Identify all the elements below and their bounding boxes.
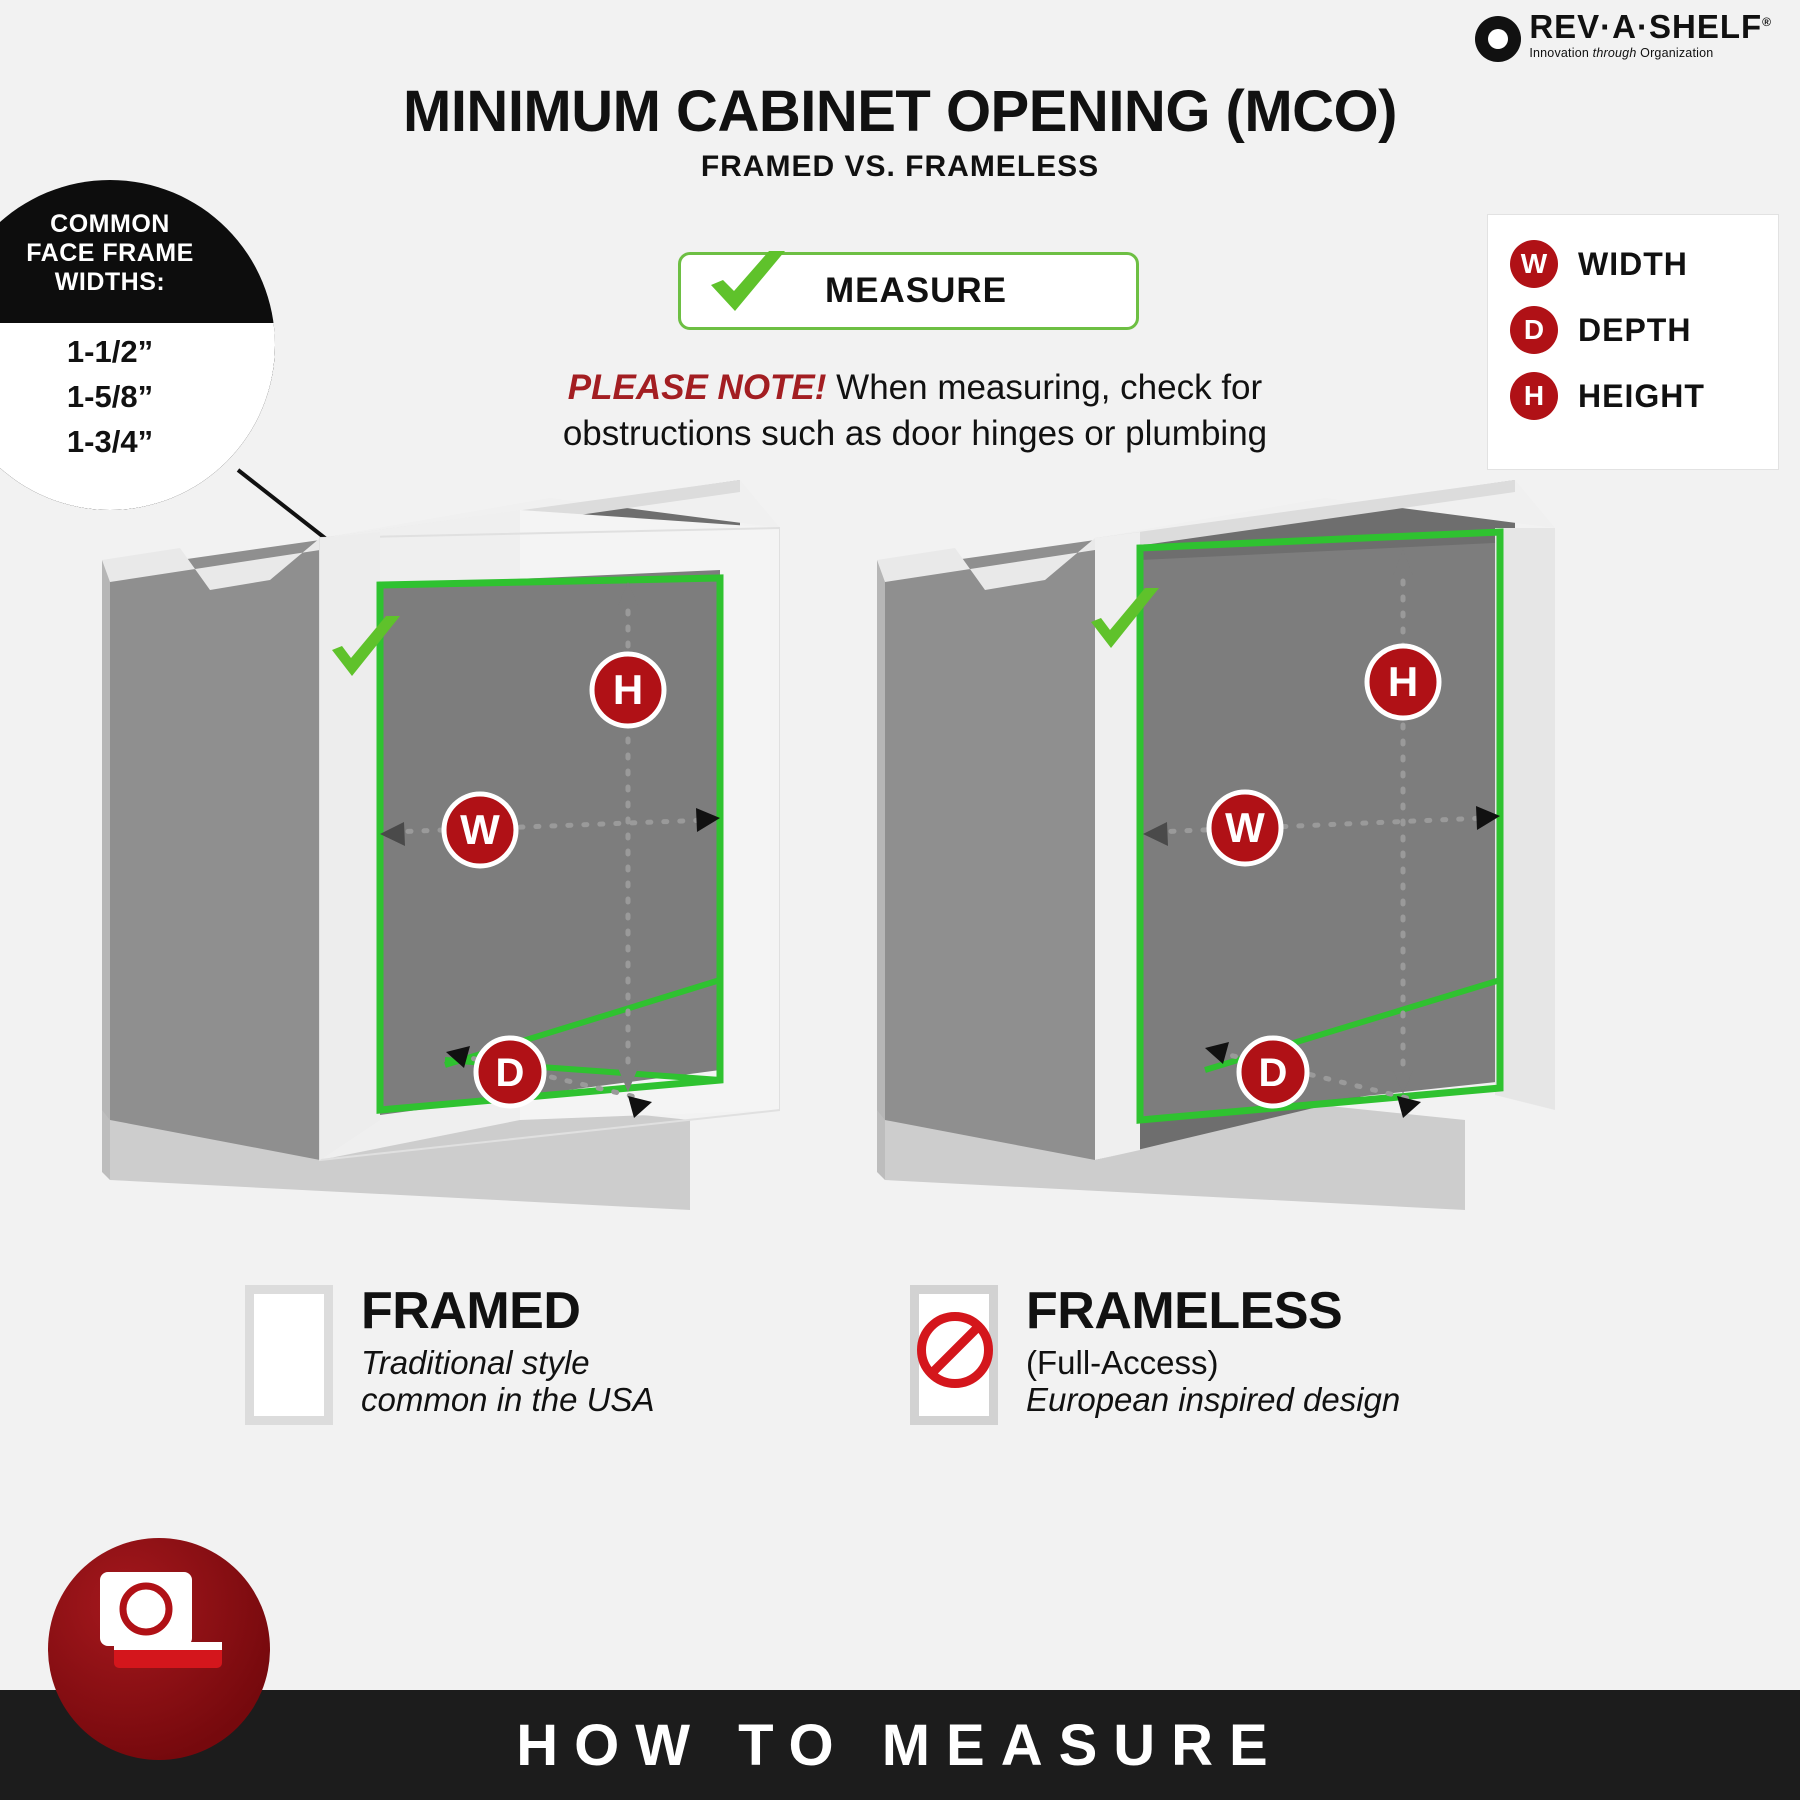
badge-depth-right: D: [1258, 1051, 1288, 1095]
legend-label-height: HEIGHT: [1578, 377, 1705, 414]
badge-width-left: W: [460, 806, 500, 853]
callout-heading-line2: FACE FRAME: [26, 238, 194, 267]
footer-bar: [0, 1690, 1800, 1800]
frameless-paren: (Full-Access): [1026, 1344, 1219, 1381]
registered-mark: ®: [1762, 15, 1772, 29]
framed-opening-swatch: [245, 1285, 333, 1425]
frameless-opening-swatch: [910, 1285, 998, 1425]
badge-w-icon: W: [1510, 240, 1558, 288]
width-value-1: 1-1/2”: [66, 334, 154, 369]
frameless-description-line1: European inspired design: [1026, 1380, 1401, 1418]
frameless-text-block: [1026, 1282, 1401, 1419]
legend-label-depth: DEPTH: [1578, 311, 1692, 348]
badge-height-left: H: [612, 666, 644, 713]
framed-description-line1: Traditional style: [361, 1344, 590, 1381]
page-title: MINIMUM CABINET OPENING (MCO): [403, 79, 1397, 144]
legend-item-width: [1488, 231, 1778, 297]
frameless-title: FRAMELESS: [1026, 1282, 1343, 1340]
framed-title: FRAMED: [361, 1282, 581, 1340]
brand-tagline: Innovation through Organization: [1529, 46, 1714, 60]
footer-title: HOW TO MEASURE: [516, 1712, 1284, 1778]
badge-width-right: W: [1225, 804, 1265, 851]
measure-label: MEASURE: [825, 271, 1008, 310]
badge-height-right: H: [1387, 658, 1419, 705]
note-line-1: When measuring, check for: [826, 368, 1263, 407]
circle-logo-icon: [1475, 16, 1521, 62]
framed-cabinet-illustration: [80, 420, 780, 1250]
width-value-2: 1-5/8”: [66, 378, 154, 414]
note-emphasis: PLEASE NOTE!: [567, 368, 827, 407]
badge-h-icon: H: [1510, 372, 1558, 420]
cabinet-type-frameless: [910, 1282, 1401, 1425]
framed-description-line2: common in the USA: [361, 1380, 655, 1418]
green-check-icon: [705, 249, 791, 323]
measure-badge: [678, 252, 1139, 330]
brand-logo-text: [1529, 10, 1772, 60]
frameless-cabinet-illustration: [855, 420, 1555, 1250]
framed-text-block: [361, 1282, 655, 1419]
frameless-description: [1026, 1345, 1400, 1419]
brand-logo: [1475, 10, 1772, 62]
width-value-3: 1-3/4”: [66, 423, 154, 459]
legend-label-width: WIDTH: [1578, 245, 1688, 282]
badge-d-icon: D: [1510, 306, 1558, 354]
no-frame-icon: [917, 1312, 993, 1388]
callout-heading-line1: COMMON: [50, 210, 170, 238]
cabinet-type-framed: [245, 1282, 655, 1425]
legend-item-depth: [1488, 297, 1778, 363]
badge-depth-left: D: [495, 1051, 525, 1095]
callout-heading-line3: WIDTHS:: [54, 267, 166, 296]
brand-name: REV·A·SHELF®: [1529, 8, 1772, 45]
callout-heading: [0, 210, 275, 296]
page-subtitle: FRAMED VS. FRAMELESS: [700, 150, 1100, 183]
framed-description: [361, 1345, 654, 1419]
note-line-2: obstructions such as door hinges or plumbing: [562, 413, 1268, 453]
tape-measure-icon: [96, 1568, 226, 1688]
